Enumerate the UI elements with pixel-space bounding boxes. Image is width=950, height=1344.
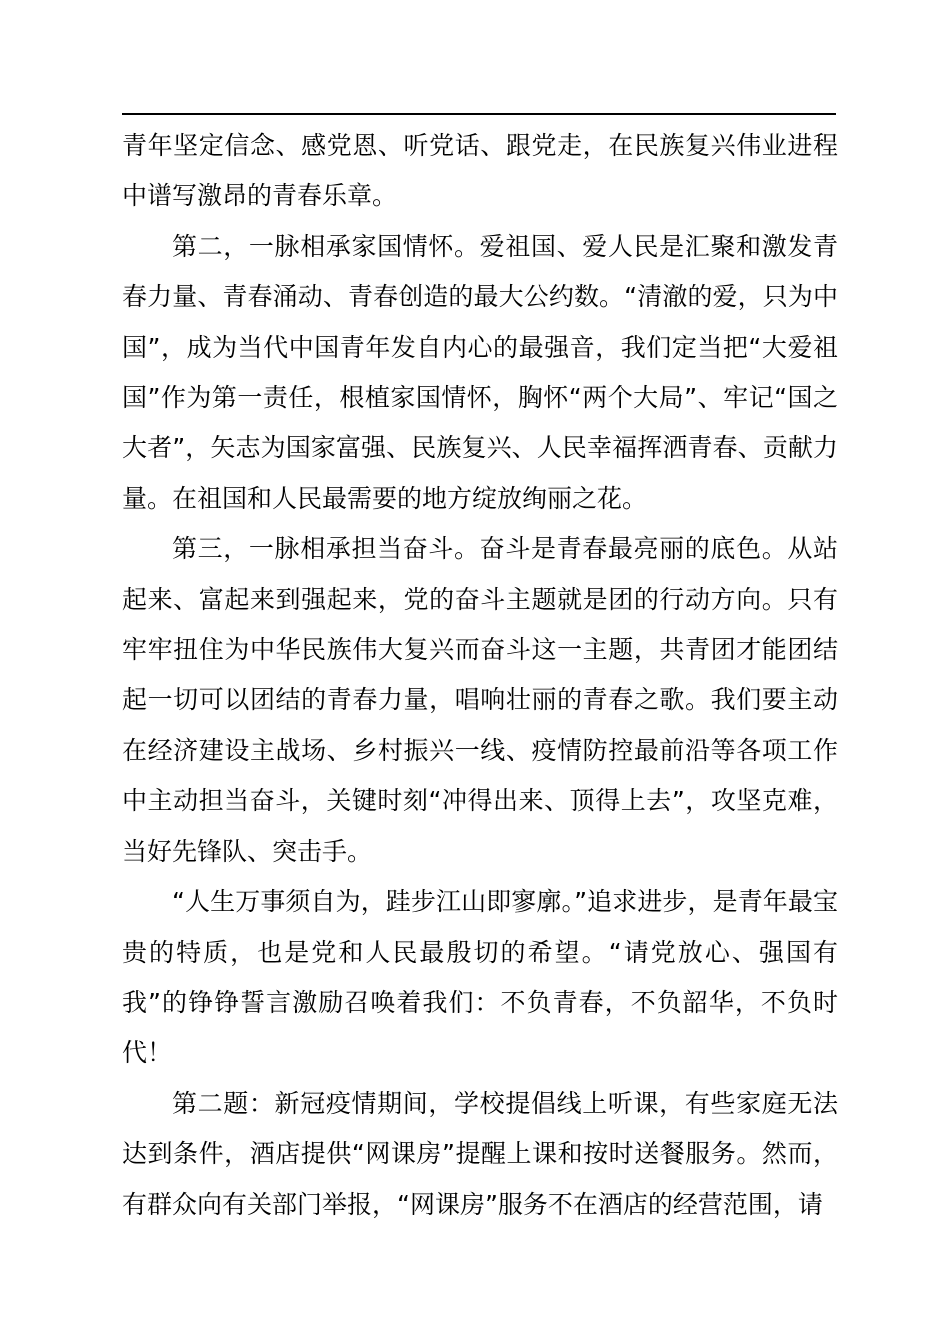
paragraph-1: 青年坚定信念、感党恩、听党话、跟党走，在民族复兴伟业进程中谱写激昂的青春乐章。: [122, 131, 838, 211]
document-body: [122, 121, 838, 1230]
paragraph-2: 第二，一脉相承家国情怀。爱祖国、爱人民是汇聚和激发青春力量、青春涌动、青春创造的最大公约数。“清澈的爱，只为中国”，成为当代中国青年发自内心的最强音，我们定当把“大爱祖国”作为第一责任，根植家国情怀，胸怀“两个大局”、牢记“国之大者”，矢志为国家富强、民族复兴、人民幸福挥洒青春、贡献力量。在祖国和人民最需要的地方绽放绚丽之花。: [122, 231, 838, 513]
paragraph-5: 第二题：新冠疫情期间，学校提倡线上听课，有些家庭无法达到条件，酒店提供“网课房”提醒上课和按时送餐服务。然而，有群众向有关部门举报，“网课房”服务不在酒店的经营范围，请: [122, 1088, 838, 1219]
paragraph-3: 第三，一脉相承担当奋斗。奋斗是青春最亮丽的底色。从站起来、富起来到强起来，党的奋斗主题就是团的行动方向。只有牢牢扭住为中华民族伟大复兴而奋斗这一主题，共青团才能团结起一切可以团结的青春力量，唱响壮丽的青春之歌。我们要主动在经济建设主战场、乡村振兴一线、疫情防控最前沿等各项工作中主动担当奋斗，关键时刻“冲得出来、顶得上去”，攻坚克难，当好先锋队、突击手。: [122, 534, 838, 866]
header-rule: [122, 113, 836, 115]
paragraph-4: “人生万事须自为，跬步江山即寥廓。”追求进步，是青年最宝贵的特质，也是党和人民最殷切的希望。“请党放心、强国有我”的铮铮誓言激励召唤着我们：不负青春，不负韶华，不负时代！: [122, 887, 838, 1068]
